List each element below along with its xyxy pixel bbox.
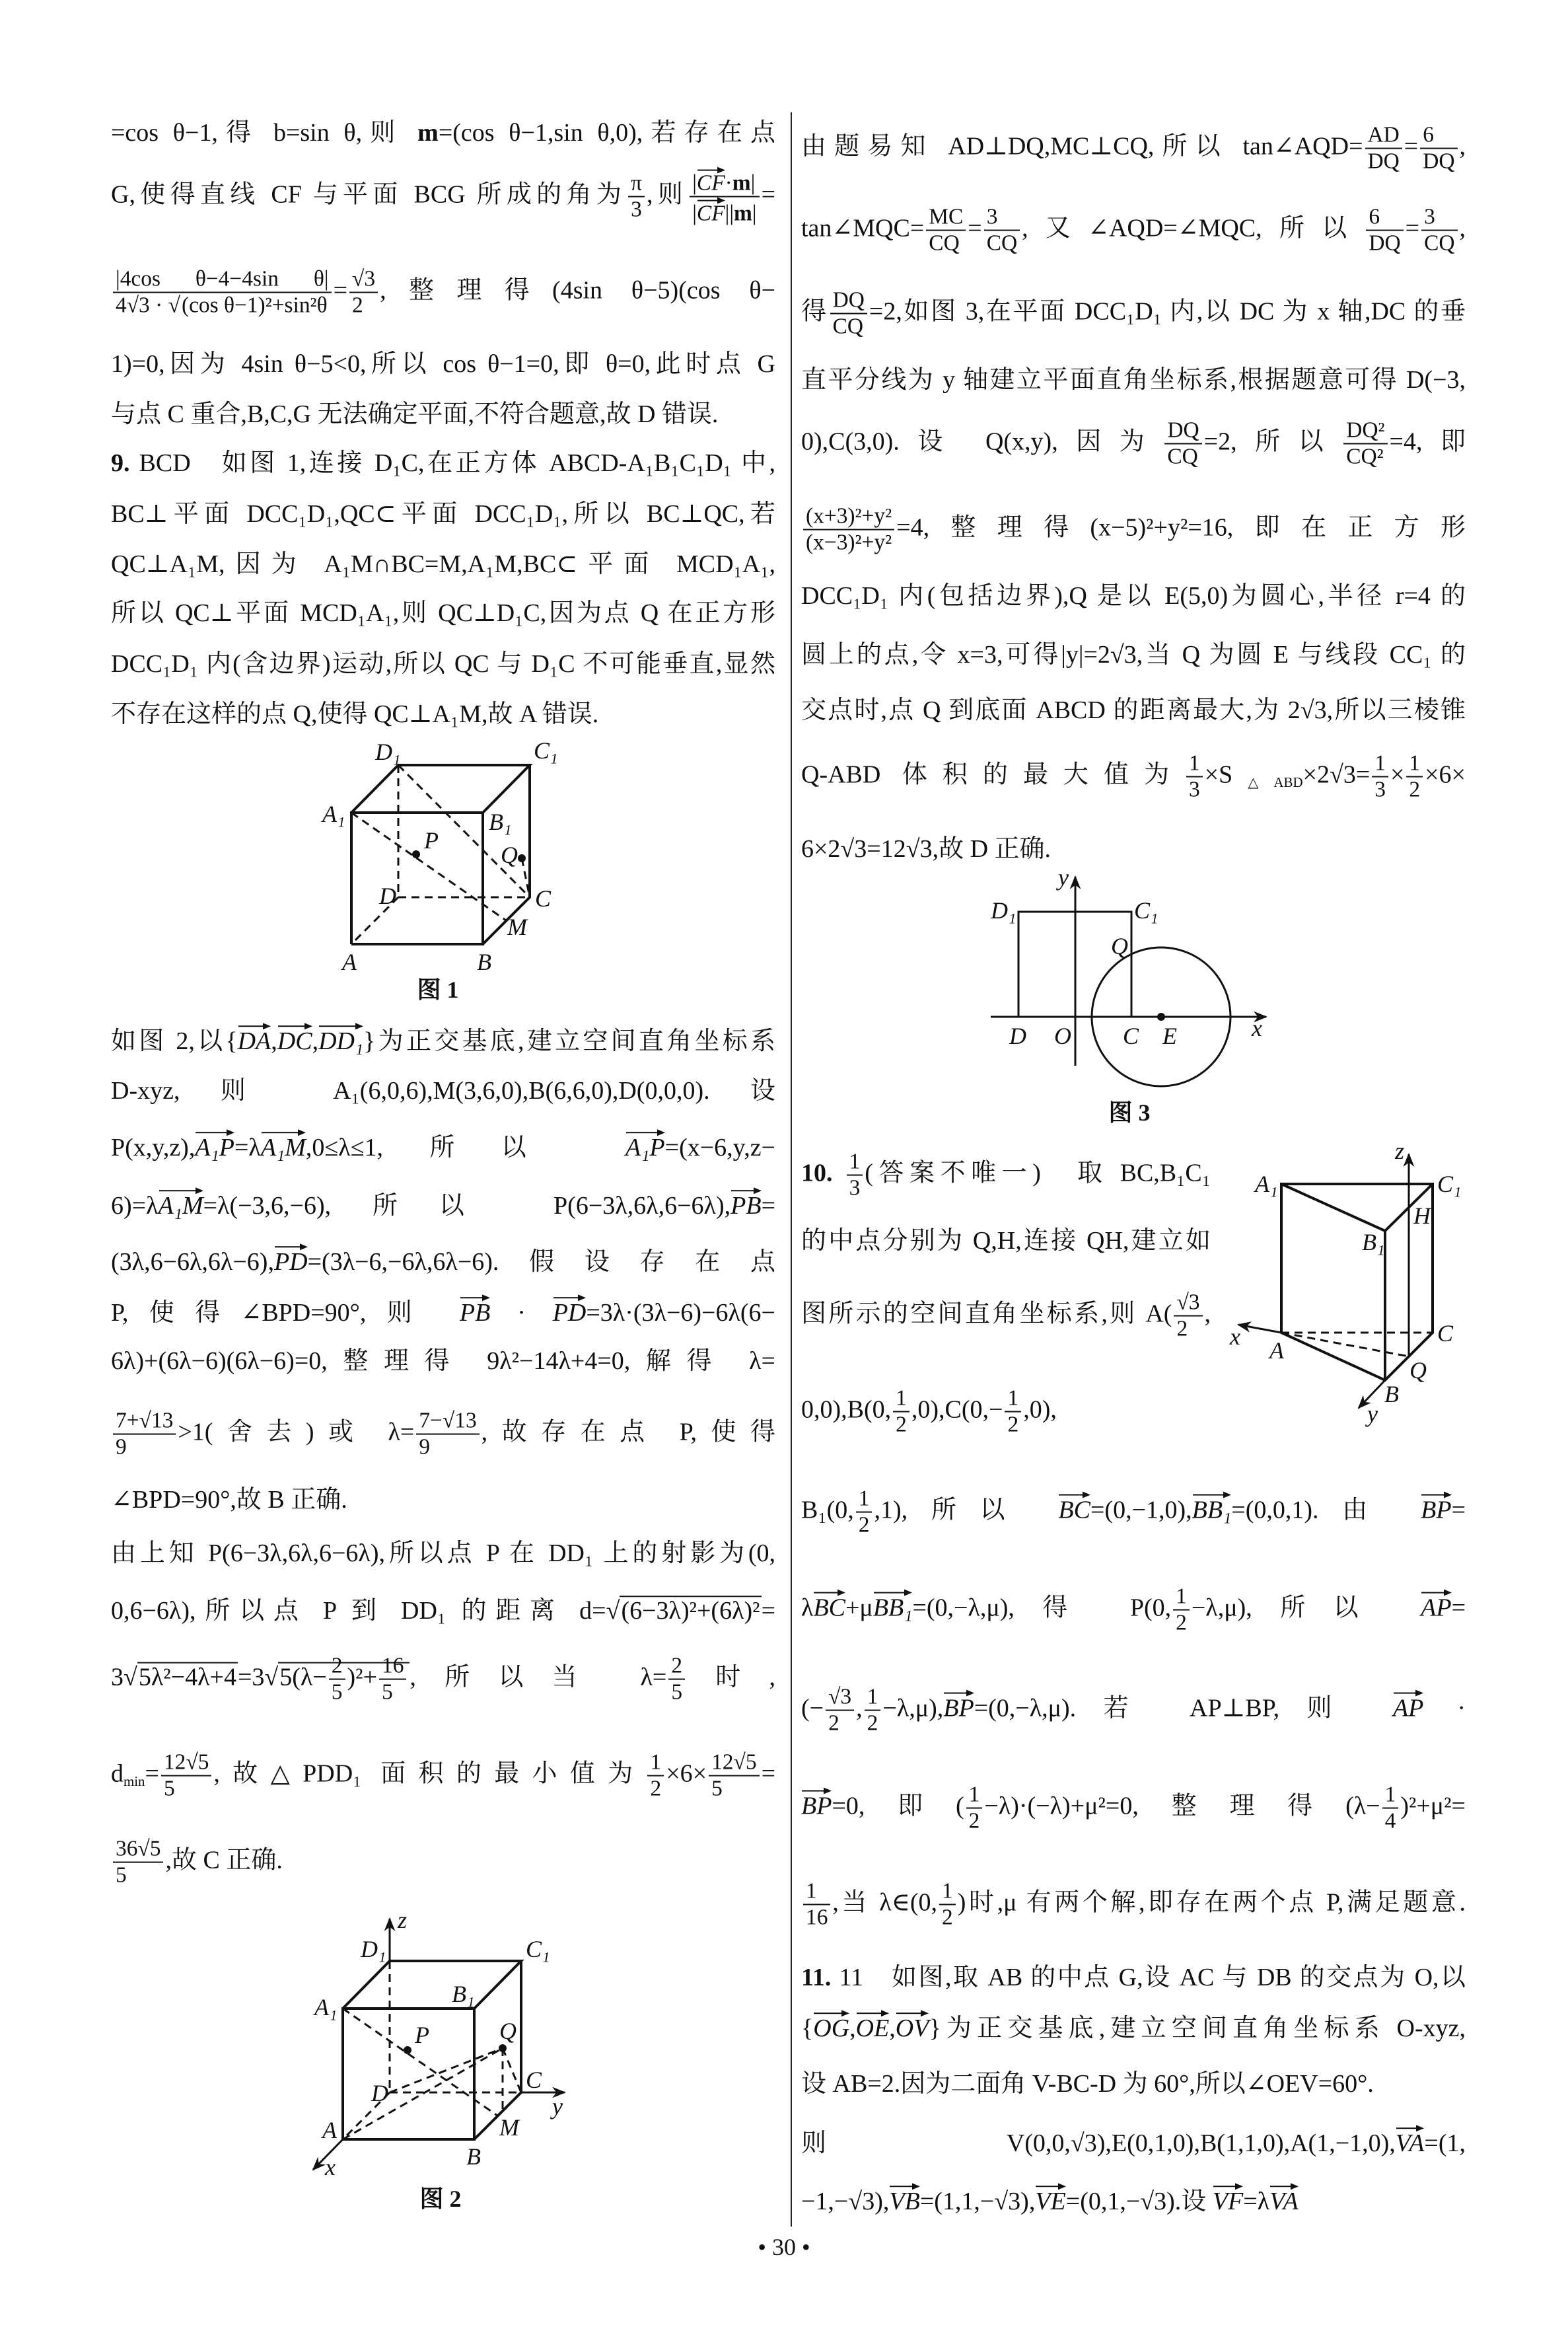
text-run: 9 [116, 1435, 127, 1459]
point-q [518, 854, 526, 862]
text-run: 2 [968, 1809, 980, 1833]
text-run: = [333, 276, 348, 305]
text-run: =3 [237, 1663, 265, 1691]
text-run: 1 [650, 1750, 662, 1775]
vector: BB₁ [1192, 1492, 1232, 1526]
text-run: 3 [1374, 778, 1386, 802]
label-c: C [1437, 1320, 1454, 1347]
label-c: C [535, 885, 552, 912]
vector: A₁P [195, 1129, 234, 1163]
text-run: ,1),所以 [874, 1496, 1059, 1524]
label-d1: D₁ [361, 1936, 386, 1962]
text-run: 则 V(0,0,√3),E(0,1,0),B(1,1,0),A(1,−1,0), [801, 2129, 1396, 2158]
text-run: 2 [858, 1513, 870, 1537]
text-run: 2 [896, 1413, 907, 1437]
text-run: ,0≤λ≤1,所以 [305, 1134, 625, 1162]
text-run: CQ [1424, 231, 1455, 256]
text-run: −λ,μ), [882, 1694, 944, 1722]
text-run: 1 [1374, 751, 1386, 776]
text-run: = [761, 1597, 775, 1625]
label-b1: B₁ [452, 1981, 475, 2007]
text-run: =λ [1243, 2188, 1270, 2216]
text-run: · [725, 170, 732, 196]
text-run: 1 [896, 1385, 907, 1411]
text-run: 5(λ− [279, 1663, 327, 1691]
text-run: 2 [1176, 1611, 1187, 1635]
text-run: 3 [849, 1176, 861, 1200]
text-run: , [1204, 1300, 1211, 1328]
figure-2-caption: 图 2 [419, 2186, 462, 2212]
text-run: 2 [671, 1653, 683, 1678]
text-run: √3 [1176, 1290, 1200, 1315]
vector: OV [896, 2010, 929, 2044]
bold-text: 11. [801, 1964, 832, 1992]
text-run: 6λ)+(6λ−6)(6λ−6)=0,整理得 9λ²−14λ+4=0,解得 λ= [111, 1347, 775, 1376]
text-run: ×S [1204, 760, 1233, 789]
text-run: Q-ABD 体积的最大值为 [801, 760, 1185, 789]
text-run: 16 [381, 1653, 404, 1678]
vector: PD [274, 1243, 308, 1278]
text-run: =4,即 [1389, 427, 1466, 456]
label-z: z [398, 1907, 408, 1933]
text-run: ,故△PDD₁ 面积的最小值为 [213, 1759, 646, 1788]
text-run: ,整理得(4sin θ−5)(cos θ− [380, 276, 775, 305]
subscript: △ABD [1232, 774, 1303, 790]
text-run: CQ² [1346, 445, 1384, 469]
text-run: G,使得直线 CF 与平面 BCG 所成的角为 [111, 180, 627, 209]
figure-3-caption: 图 3 [1108, 1099, 1151, 1126]
label-b: B [1384, 1381, 1399, 1407]
text-run: (cos θ−1)²+sin²θ [181, 293, 328, 318]
text-run: 5 [711, 1777, 723, 1801]
text-run: ,故存在点 P,使得 [481, 1418, 775, 1446]
text-run: 由上知 P(6−3λ,6λ,6−6λ),所以点 P 在 DD₁ 上的射影为(0, [111, 1539, 775, 1568]
label-x: x [325, 2154, 336, 2180]
text-run: 2 [1409, 778, 1421, 802]
text-run: CQ [832, 314, 864, 339]
text-run: , [271, 1027, 277, 1056]
text-run: ×6× [666, 1759, 707, 1788]
text-run: 1 [968, 1782, 980, 1807]
vector: BB₁ [873, 1590, 913, 1624]
text-run: 1 [858, 1486, 870, 1511]
text-run: DQ [832, 287, 865, 313]
text-run: )时,μ 有两个解,即存在两个点 P,满足题意. [957, 1888, 1466, 1917]
bold-text: 9. [111, 449, 130, 478]
text-run: 1 [941, 1878, 953, 1903]
text-run: 由题易知 AD⊥DQ,MC⊥CQ,所以 tan∠AQD= [801, 132, 1363, 161]
label-d: D [379, 883, 396, 909]
text-run: 2 [331, 1653, 343, 1678]
label-q: Q [501, 842, 518, 868]
label-y: y [1367, 1401, 1378, 1427]
text-run: , [1459, 132, 1466, 161]
text-run: 6)=λ [111, 1192, 159, 1220]
text-run: · [1423, 1694, 1466, 1722]
bold-text: m [732, 170, 751, 196]
text-run: 11 如图,取 AB 的中点 G,设 AC 与 DB 的交点为 O,以 [831, 1964, 1466, 1992]
text-run: , [889, 2014, 896, 2043]
label-d1: D₁ [375, 739, 401, 765]
text-run: |4cos θ−4−4sin θ| [116, 266, 329, 291]
text-run: 1 [867, 1684, 878, 1709]
text-run: = [761, 1192, 775, 1220]
text-run: =4,整理得(x−5)²+y²=16,即在正方形 [896, 513, 1466, 542]
label-h: H [1413, 1202, 1431, 1229]
text-run: 2 [1176, 1317, 1188, 1341]
text-run: 如图 2,以{ [111, 1027, 238, 1056]
text-run: 2 [828, 1711, 839, 1736]
label-b: B [466, 2143, 481, 2170]
text-run: }为正交基底,建立空间直角坐标系 O-xyz, [929, 2014, 1466, 2043]
text-run: )²+ [347, 1663, 377, 1691]
label-q: Q [1111, 933, 1128, 959]
text-run: =0,即( [832, 1792, 964, 1820]
vector: BP [1421, 1492, 1451, 1526]
vector: VA [1269, 2183, 1299, 2217]
label-d: D [1009, 1023, 1026, 1049]
text-run: = [761, 180, 775, 209]
text-run: = [145, 1759, 159, 1788]
text-run: }为正交基底,建立空间直角坐标系 [363, 1027, 775, 1056]
text-run: 与点 C 重合,B,C,G 无法确定平面,不符合题意,故 D 错误. [111, 400, 719, 429]
text-run: BC⊥平面 DCC₁D₁,QC⊂平面 DCC₁D₁,所以 BC⊥QC,若 [111, 500, 775, 529]
vector: BP [801, 1788, 832, 1822]
text-run: 6×2√3=12√3,故 D 正确. [801, 835, 1051, 864]
text-run: ,0),C(0,− [911, 1395, 1003, 1424]
text-run: 5 [116, 1863, 127, 1888]
vector: BC [1058, 1492, 1090, 1526]
text-run: 3 [1424, 204, 1435, 229]
text-run: = [1404, 132, 1419, 161]
text-run: 0,6−6λ),所以点 P 到 DD₁ 的距离 d= [111, 1597, 606, 1625]
text-run: 1 [1007, 1385, 1019, 1411]
text-run: =3λ·(3λ−6)−6λ(6− [586, 1299, 775, 1327]
text-run: (3λ,6−6λ,6λ−6), [111, 1248, 274, 1276]
text-run: 2 [941, 1905, 953, 1930]
label-q: Q [1409, 1357, 1427, 1384]
text-run: , [849, 2014, 856, 2043]
text-run: (x−3)²+y² [806, 531, 892, 555]
vector: PB [731, 1187, 761, 1222]
text-run: , [856, 1694, 863, 1722]
vector: BP [943, 1690, 974, 1724]
text-run: , [1459, 214, 1466, 242]
bold-text: m [734, 202, 752, 226]
text-run: CQ [1167, 445, 1198, 469]
text-run: 3 [1189, 778, 1200, 802]
label-b1: B₁ [489, 809, 512, 835]
label-c1: C₁ [1437, 1171, 1462, 1197]
label-b: B [477, 949, 491, 975]
text-run: D-xyz,则 A₁(6,0,6),M(3,6,0),B(6,6,0),D(0,0,0).设 [111, 1077, 775, 1105]
text-run: ,则 [647, 180, 688, 209]
text-run: =λ(−3,6,−6),所以 P(6−3λ,6λ,6−6λ), [203, 1192, 731, 1220]
label-c1: C₁ [534, 737, 558, 764]
text-run: 交点时,点 Q 到底面 ABCD 的距离最大,为 2√3,所以三棱锥 [801, 696, 1466, 725]
text-run: =(0,−λ,μ).若 AP⊥BP,则 [974, 1694, 1393, 1722]
label-c1: C₁ [1134, 897, 1158, 924]
text-run: CQ [929, 231, 960, 256]
text-run: 36√5 [116, 1836, 161, 1861]
text-run: 0),C(3,0).设 Q(x,y),因为 [801, 427, 1163, 456]
vector: CF [697, 198, 725, 227]
text-run: DCC₁D₁ 内(包括边界),Q 是以 E(5,0)为圆心,半径 r=4 的 [801, 582, 1466, 610]
text-run: =(0,−λ,μ),得 P(0, [912, 1594, 1172, 1622]
text-run: 1)=0,因为 4sin θ−5<0,所以 cos θ−1=0,即 θ=0,此时点 G [111, 350, 775, 379]
bold-text: 10. [801, 1159, 833, 1187]
figure-3-plane [991, 877, 1266, 1086]
text-run: 2 [352, 293, 363, 318]
text-run: ,所以当 λ= [410, 1663, 667, 1691]
text-run: (6−3λ)²+(6λ)² [621, 1597, 760, 1625]
text-run: =(1,1,−√3), [919, 2188, 1036, 2216]
text-run: DQ² [1346, 418, 1385, 443]
text-run: 1 [1409, 751, 1421, 776]
vector: OG [813, 2010, 849, 2044]
text-run: 设 AB=2.因为二面角 V-BC-D 为 60°,所以∠OEV=60°. [801, 2070, 1374, 2098]
vector: A₁M [159, 1187, 203, 1222]
label-a: A [322, 2117, 337, 2143]
text-run: | [750, 170, 756, 196]
text-run: +μ [845, 1594, 873, 1622]
vector: CF [697, 167, 725, 196]
vector: BC [813, 1590, 845, 1624]
label-a1: A₁ [1255, 1171, 1278, 1197]
label-e: E [1162, 1023, 1177, 1049]
label-d1: D₁ [991, 897, 1016, 924]
vector: AP [1393, 1690, 1423, 1724]
text-run: = [968, 214, 982, 242]
text-run: DQ [1367, 149, 1400, 174]
text-run: DQ [1167, 418, 1199, 443]
text-run: 所以 QC⊥平面 MCD₁A₁,则 QC⊥D₁C,因为点 Q 在正方形 [111, 599, 775, 628]
text-run: B₁(0, [801, 1496, 854, 1524]
point-p [412, 850, 420, 858]
text-run: −λ,μ),所以 [1191, 1594, 1421, 1622]
label-b1: B₁ [1362, 1229, 1385, 1255]
text-run: =2,如图 3,在平面 DCC₁D₁ 内,以 DC 为 x 轴,DC 的垂 [869, 297, 1466, 326]
text-run: 1 [806, 1878, 817, 1903]
text-run: tan∠MQC= [801, 214, 925, 242]
label-y: y [552, 2093, 563, 2120]
text-run: 7−√13 [419, 1408, 477, 1433]
text-run: 直平分线为 y 轴建立平面直角坐标系,根据题意可得 D(−3, [801, 366, 1466, 394]
label-c: C [526, 2067, 542, 2093]
text-run: =(0,0,1).由 [1231, 1496, 1421, 1524]
text-run: 不存在这样的点 Q,使得 QC⊥A₁M,故 A 错误. [111, 700, 599, 729]
vector: PB [460, 1294, 490, 1329]
text-run: π [631, 170, 643, 196]
text-run: =(0,1,−√3).设 [1065, 2188, 1213, 2216]
text-run: −1,−√3), [801, 2188, 890, 2216]
text-run: = [1451, 1496, 1466, 1524]
text-run: 5 [381, 1680, 393, 1705]
text-run: | [752, 202, 757, 226]
text-run: DCC₁D₁ 内(含边界)运动,所以 QC 与 D₁C 不可能垂直,显然 [111, 650, 775, 679]
text-run: 2 [1007, 1413, 1019, 1437]
text-run: 9 [419, 1435, 431, 1459]
label-p: P [415, 2022, 429, 2048]
text-run: CQ [986, 231, 1018, 256]
text-run: AD [1367, 122, 1400, 147]
figure-1-caption: 图 1 [417, 977, 459, 1003]
vector: DD₁ [318, 1023, 363, 1057]
text-run: ×2√3= [1302, 760, 1371, 789]
label-a: A [1269, 1337, 1284, 1364]
text-run: 1 [849, 1149, 861, 1174]
vector: VE [1035, 2183, 1065, 2217]
text-run: 3 [986, 204, 998, 229]
text-run: 6 [1423, 122, 1434, 147]
text-run: =2,所以 [1203, 427, 1342, 456]
text-run: =cos θ−1,得 b=sin θ,则 [111, 119, 418, 147]
label-x: x [1230, 1323, 1240, 1350]
label-q: Q [499, 2018, 517, 2044]
text-run: P,使得∠BPD=90°,则 [111, 1299, 460, 1327]
text-run: =(3λ−6,−6λ,6λ−6).假设存在点 [307, 1248, 775, 1276]
text-run: 得 [801, 297, 828, 326]
text-run: || [725, 202, 734, 226]
vector: DC [277, 1023, 312, 1057]
text-run: 3 [111, 1663, 124, 1691]
text-run: = [761, 1759, 775, 1788]
text-run: 5 [671, 1680, 683, 1705]
bold-text: m [417, 119, 439, 147]
text-run: , [312, 1027, 319, 1056]
text-run: ∠BPD=90°,故 B 正确. [111, 1486, 347, 1514]
text-run: (x+3)²+y² [806, 503, 892, 529]
text-run: =λ [234, 1134, 261, 1162]
text-run: BCD 如图 1,连接 D₁C,在正方体 ABCD-A₁B₁C₁D₁ 中, [129, 449, 775, 478]
text-run: 1 [1384, 1782, 1396, 1807]
label-a1: A₁ [322, 801, 345, 827]
text-run: 图所示的空间直角坐标系,则 A( [801, 1300, 1172, 1328]
text-run: 12√5 [711, 1750, 757, 1775]
text-run: =(cos θ−1,sin θ,0),若存在点 [438, 119, 776, 147]
text-run: ,故 C 正确. [165, 1846, 283, 1874]
text-run: >1(舍去)或 λ= [178, 1418, 415, 1446]
label-x: x [1252, 1015, 1262, 1041]
label-c: C [1123, 1023, 1139, 1049]
text-run: 2 [650, 1777, 662, 1801]
figure-3-labels [990, 864, 1262, 1126]
point-e [1157, 1013, 1165, 1021]
text-run: 时, [687, 1663, 775, 1691]
text-run: × [1390, 760, 1405, 789]
text-run: · [490, 1299, 553, 1327]
text-run: | [692, 170, 697, 196]
figure-1-labels [321, 737, 558, 1003]
text-run: ×6× [1425, 760, 1466, 789]
text-run: | [692, 202, 697, 226]
label-z: z [1395, 1138, 1405, 1164]
text-run: 的中点分别为 Q,H,连接 QH,建立如 [801, 1227, 1211, 1255]
figure-2-labels [313, 1907, 563, 2212]
label-d: D [371, 2080, 388, 2106]
text-run: 圆上的点,令 x=3,可得|y|=2√3,当 Q 为圆 E 与线段 CC₁ 的 [801, 641, 1466, 669]
vector: VF [1213, 2183, 1243, 2217]
text-run: 2 [867, 1711, 878, 1736]
text-run: 12√5 [163, 1750, 209, 1775]
text-run: 7+√13 [116, 1408, 174, 1433]
vector: DA [238, 1023, 271, 1057]
text-run: 1 [1176, 1584, 1187, 1609]
page-number: • 30 • [758, 2234, 810, 2260]
vector: VA [1396, 2125, 1425, 2159]
text-run: 4 [1384, 1809, 1396, 1833]
text-run: =(1, [1424, 2129, 1466, 2158]
vector: AP [1421, 1590, 1451, 1624]
text-run: 5λ²−4λ+4 [138, 1663, 236, 1691]
label-a: A [342, 949, 357, 975]
vector: VB [889, 2183, 919, 2217]
point-q [499, 2044, 507, 2052]
text-run: −λ)·(−λ)+μ²=0,整理得(λ− [984, 1792, 1380, 1820]
text-run: = [1405, 214, 1420, 242]
label-m: M [507, 914, 527, 940]
text-run: MC [929, 204, 964, 229]
text-run: (答案不唯一) 取 BC,B₁C₁ [865, 1159, 1211, 1187]
figure-prism-labels [1229, 1138, 1462, 1427]
text-run: 6 [1369, 204, 1380, 229]
text-run: 0,0),B(0, [801, 1395, 892, 1424]
text-run: = [1451, 1594, 1466, 1622]
text-run: 16 [806, 1905, 828, 1930]
subscript: min [124, 1773, 145, 1789]
text-run: 4√3 · [116, 293, 168, 318]
label-p: P [424, 827, 439, 854]
text-run: ,又∠AQD=∠MQC,所以 [1022, 214, 1365, 242]
point-p [404, 2046, 411, 2054]
text-run: DQ [1369, 231, 1401, 256]
text-run: QC⊥A₁M,因为 A₁M∩BC=M,A₁M,BC⊂平面 MCD₁A₁, [111, 550, 775, 579]
text-run: { [801, 2014, 814, 2043]
label-c1: C₁ [526, 1936, 550, 1962]
text-run: ,0), [1023, 1395, 1057, 1424]
text-run: ,当 λ∈(0, [832, 1888, 937, 1917]
text-run: 5 [331, 1680, 343, 1705]
text-run: DQ [1423, 149, 1455, 174]
text-run: d [111, 1759, 124, 1788]
text-run: 1 [1189, 751, 1200, 776]
label-m: M [499, 2114, 519, 2141]
label-y: y [1058, 864, 1069, 891]
label-a1: A₁ [314, 1994, 338, 2020]
vector: A₁P [625, 1129, 665, 1163]
text-run: √3 [828, 1684, 852, 1709]
text-run: =(x−6,y,z− [664, 1134, 775, 1162]
text-run: λ [801, 1594, 814, 1622]
text-run: 3 [631, 198, 642, 222]
vector: PD [553, 1294, 587, 1329]
label-o: O [1054, 1023, 1071, 1049]
text-run: 5 [163, 1777, 175, 1801]
vector: A₁M [261, 1129, 306, 1163]
text-run: =(0,−1,0), [1090, 1496, 1192, 1524]
text-run: P(x,y,z), [111, 1134, 196, 1162]
text-run: (− [801, 1694, 824, 1722]
text-run: )²+μ²= [1400, 1792, 1466, 1820]
vector: OE [856, 2010, 890, 2044]
text-run: √3 [352, 266, 376, 291]
